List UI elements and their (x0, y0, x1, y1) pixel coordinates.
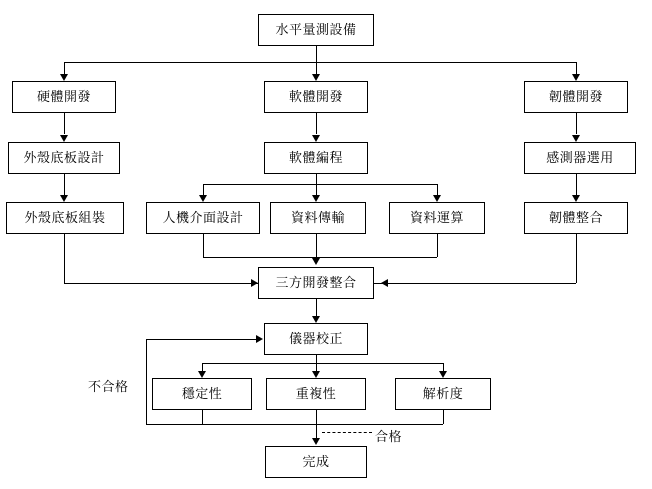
node-software-coding (264, 142, 368, 174)
arrowhead-stability (198, 371, 206, 378)
arrowhead-done (312, 438, 320, 445)
node-repeatability (266, 378, 366, 410)
node-label: 軟體編程 (288, 150, 343, 166)
arrowhead-fw-integration (572, 195, 580, 202)
connector-fw-integration-down (576, 234, 577, 283)
connector-pass-dashed (322, 432, 372, 433)
connector-integration-to-calibration (316, 299, 317, 316)
node-done (265, 446, 367, 478)
connector-shell-design-to-assembly (64, 174, 65, 195)
node-label: 資料傳輸 (290, 210, 345, 226)
arrowhead-sensor-selection (572, 135, 580, 142)
connector-bus-to-hmi (203, 184, 204, 195)
connector-hardware-to-shell-design (64, 113, 65, 134)
connector-bus-to-firmware (576, 62, 577, 74)
connector-datacalc-down (437, 234, 438, 257)
node-label: 穩定性 (181, 386, 223, 402)
connector-tests-split-bus (202, 363, 443, 364)
connector-bus-to-resolution (443, 363, 444, 371)
node-label: 人機介面設計 (162, 210, 244, 226)
connector-bus-to-stability (202, 363, 203, 371)
node-data-computation (389, 202, 485, 234)
node-label: 外殼底板設計 (23, 150, 105, 166)
node-label: 感測器選用 (546, 150, 614, 166)
connector-shell-assembly-down (64, 234, 65, 283)
node-three-party-integration (258, 267, 374, 299)
connector-middle-merge-bus (203, 257, 437, 258)
connector-software-to-coding (316, 113, 317, 134)
connector-firmware-to-sensor (576, 113, 577, 134)
node-label: 軟體開發 (288, 89, 343, 105)
arrowhead-software (312, 74, 320, 81)
connector-coding-down (316, 174, 317, 184)
connector-bus-to-hardware (64, 62, 65, 74)
node-resolution (395, 378, 491, 410)
node-hmi-design (146, 202, 260, 234)
connector-hmi-down (203, 234, 204, 257)
node-label: 完成 (302, 454, 330, 470)
arrowhead-three-party-left (251, 279, 258, 287)
node-calibration (264, 323, 368, 355)
label-pass: 合格 (375, 430, 403, 445)
connector-bus-top (64, 62, 576, 63)
arrowhead-resolution (439, 371, 447, 378)
node-label: 韌體開發 (548, 89, 603, 105)
connector-repeat-to-fail (316, 410, 317, 424)
node-label: 重複性 (295, 386, 337, 402)
arrowhead-shell-assembly (60, 195, 68, 202)
node-label: 三方開發整合 (275, 275, 357, 291)
node-label: 資料運算 (409, 210, 464, 226)
node-label: 儀器校正 (288, 331, 343, 347)
arrowhead-software-coding (312, 135, 320, 142)
connector-bus-to-datatrans (316, 184, 317, 195)
arrowhead-three-party-top (312, 258, 320, 265)
node-firmware-integration (524, 202, 628, 234)
connector-sensor-to-fw-integration (576, 174, 577, 195)
label-fail: 不合格 (88, 380, 129, 395)
connector-fail-return (146, 339, 257, 340)
arrowhead-shell-design (60, 135, 68, 142)
node-firmware (524, 81, 628, 113)
node-label: 水平量測設備 (275, 22, 357, 38)
node-data-transmission (270, 202, 366, 234)
arrowhead-calibration (312, 316, 320, 323)
connector-software-split-bus (203, 184, 437, 185)
connector-resolution-to-fail (443, 410, 444, 424)
arrowhead-fail-return (256, 335, 263, 343)
node-shell-assembly (6, 202, 124, 234)
connector-stability-to-fail (202, 410, 203, 424)
arrowhead-data-computation (433, 195, 441, 202)
connector-fail-riser (146, 339, 147, 424)
connector-root-down (316, 46, 317, 62)
connector-fail-bottom (146, 424, 443, 425)
connector-bus-to-datacalc (437, 184, 438, 195)
node-label: 硬體開發 (36, 89, 91, 105)
node-label: 解析度 (422, 386, 464, 402)
connector-bus-to-repeat (316, 363, 317, 371)
connector-pass-to-done (316, 424, 317, 438)
node-sensor-selection (524, 142, 636, 174)
arrowhead-repeatability (312, 371, 320, 378)
node-software (264, 81, 368, 113)
node-shell-design (8, 142, 120, 174)
node-label: 外殼底板組裝 (24, 210, 106, 226)
node-stability (152, 378, 252, 410)
node-label: 韌體整合 (548, 210, 603, 226)
arrowhead-hardware (60, 74, 68, 81)
node-hardware (12, 81, 116, 113)
arrowhead-firmware (572, 74, 580, 81)
arrowhead-hmi-design (199, 195, 207, 202)
node-root (258, 14, 374, 46)
connector-calibration-down (316, 355, 317, 363)
connector-bus-to-software (316, 62, 317, 74)
arrowhead-data-transmission (312, 195, 320, 202)
arrowhead-three-party-right (381, 279, 388, 287)
